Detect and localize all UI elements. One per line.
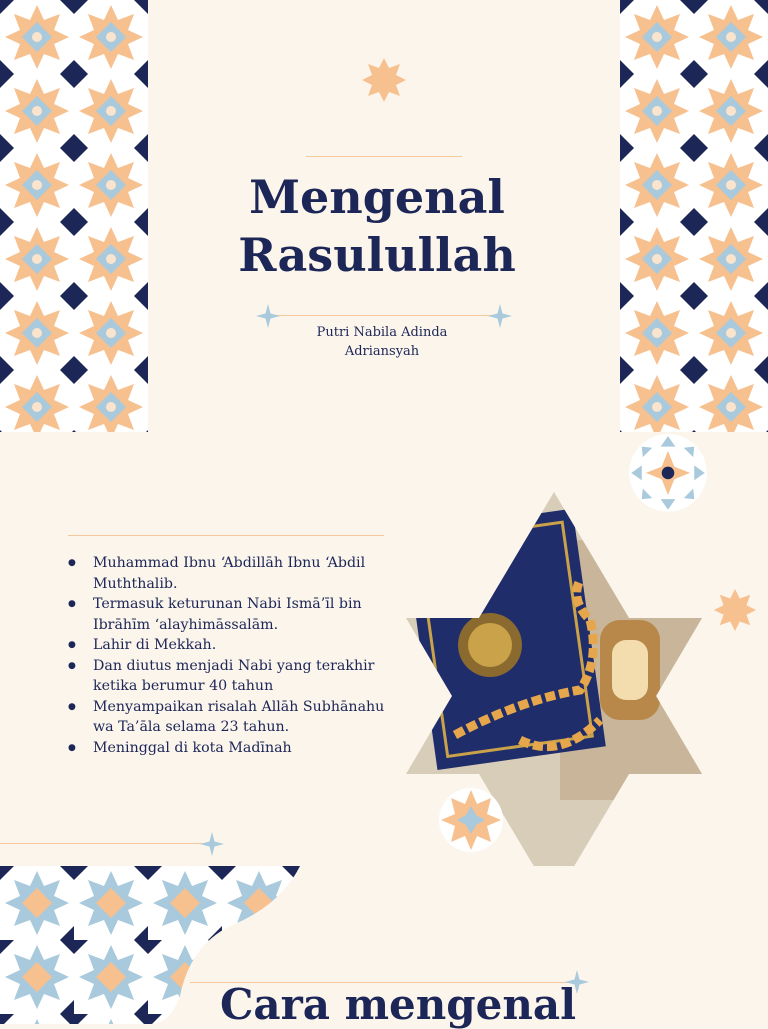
- bottom-divider: [0, 843, 202, 844]
- list-item: ● Muhammad Ibnu ‘Abdillāh Ibnu ‘Abdil Muththalib.: [68, 553, 398, 594]
- title-line-2: Rasulullah: [238, 228, 516, 282]
- slide-about: [0, 433, 768, 865]
- small-star-icon: [200, 832, 224, 856]
- title-line-1: Mengenal: [249, 170, 505, 224]
- list-item: ● Lahir di Mekkah.: [68, 635, 398, 656]
- list-item: ● Meninggal di kota Madīnah: [68, 738, 398, 759]
- slide-heading: Cara mengenal: [220, 980, 577, 1029]
- list-item: ● Menyampaikan risalah Allāh Subhānahu wa Ta’āla selama 23 tahun.: [68, 697, 398, 738]
- list-item: ● Termasuk keturunan Nabi Ismā’īl bin Ibrāhīm ‘alayhimāssalām.: [68, 594, 398, 635]
- author-line-1: Putri Nabila Adinda: [316, 325, 448, 340]
- peach-star-icon: [714, 589, 756, 631]
- list-item: ● Dan diutus menjadi Nabi yang terakhir ketika berumur 40 tahun: [68, 656, 398, 697]
- small-rosette-ornament: [438, 787, 504, 853]
- author-line-2: Adriansyah: [344, 344, 420, 359]
